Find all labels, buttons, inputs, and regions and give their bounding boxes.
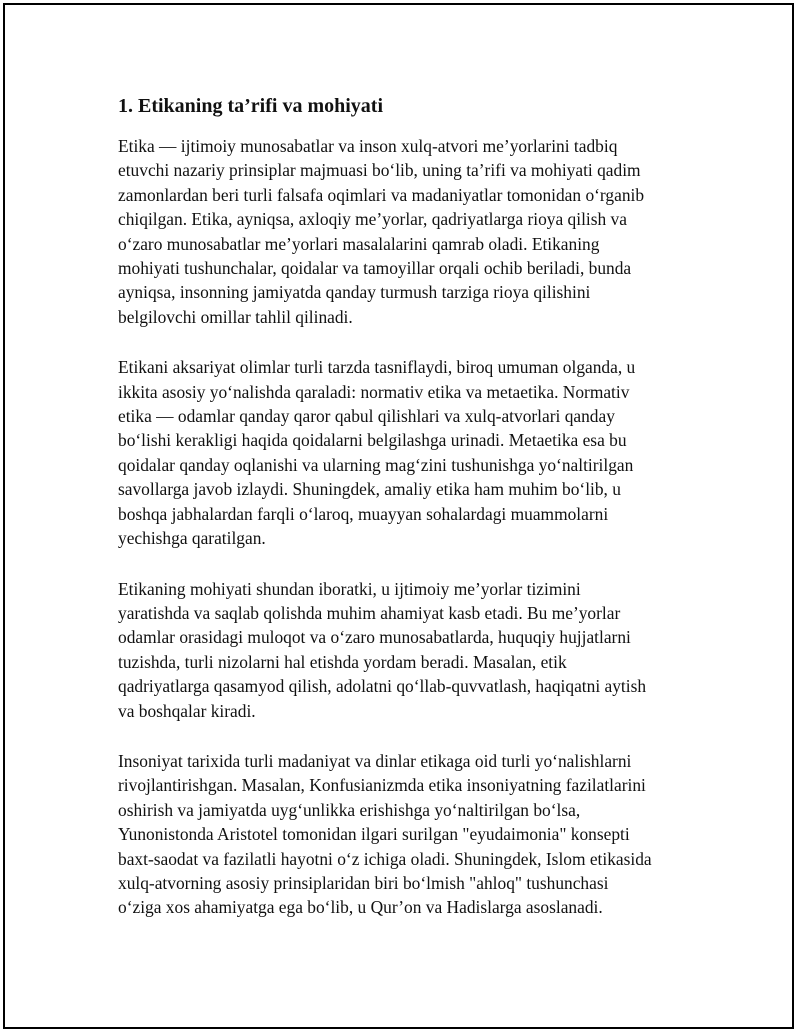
document-body [118, 92, 688, 946]
paragraph-definition: Etika — ijtimoiy munosabatlar va inson xulq-atvori me’yorlarini tadbiq etuvchi nazariy prinsiplar majmuasi bo‘lib, uning ta’rifi va mohiyati qadim zamonlardan beri turli falsafa oqimlari va madaniyatlar tomonidan o‘rganib chiqilgan. Etika, ayniqsa, axloqiy me’yorlar, qadriyatlarga rioya qilish va o‘zaro munosabatlar me’yorlari masalalarini qamrab oladi. Etikaning mohiyati tushunchalar, qoidalar va tamoyillar orqali ochib beriladi, bunda ayniqsa, insonning jamiyatda qanday turmush tarziga rioya qilishini belgilovchi omillar tahlil qilinadi. [118, 136, 645, 327]
paragraph-essence: Etikaning mohiyati shundan iboratki, u ijtimoiy me’yorlar tizimini yaratishda va saqlab qolishda muhim ahamiyat kasb etadi. Bu me’yorlar odamlar orasidagi muloqot va o‘zaro munosabatlarda, huquqiy hujjatlarni tuzishda, turli nizolarni hal etishda yordam beradi. Masalan, etik qadriyatlarga qasamyod qilish, adolatni qo‘llab-quvvatlash, haqiqatni aytish va boshqalar kiradi. [118, 578, 647, 721]
paragraph-history: Insoniyat tarixida turli madaniyat va dinlar etikaga oid turli yo‘nalishlarni rivojlantirishgan. Masalan, Konfusianizmda etika insoniyatning fazilatlarini oshirish va jamiyatda uyg‘unlikka erishishga yo‘naltirilgan bo‘lsa, Yunonistonda Aristotel tomonidan ilgari surilgan "eyudaimonia" konsepti baxt-saodat va fazilatli hayotni o‘z ichiga oladi. Shuningdek, Islom etikasida xulq-atvorning asosiy prinsiplaridan biri bo‘lmish "ahloq" tushunchasi o‘ziga xos ahamiyatga ega bo‘lib, u Qur’on va Hadislarga asoslanadi. [118, 750, 652, 918]
section-heading: 1. Etikaning ta’rifi va mohiyati [118, 95, 384, 117]
paragraph-classification: Etikani aksariyat olimlar turli tarzda tasniflaydi, biroq umuman olganda, u ikkita asosiy yo‘nalishda qaraladi: normativ etika va metaetika. Normativ etika — odamlar qanday qaror qabul qilishlari va xulq-atvorlari qanday bo‘lishi kerakligi haqida qoidalarni belgilashga urinadi. Metaetika esa bu qoidalar qanday oqlanishi va ularning mag‘zini tushunishga yo‘naltirilgan savollarga javob izlaydi. Shuningdek, amaliy etika ham muhim bo‘lib, u boshqa jabhalardan farqli o‘laroq, muayyan sohalardagi muammolarni yechishga qaratilgan. [118, 357, 636, 549]
